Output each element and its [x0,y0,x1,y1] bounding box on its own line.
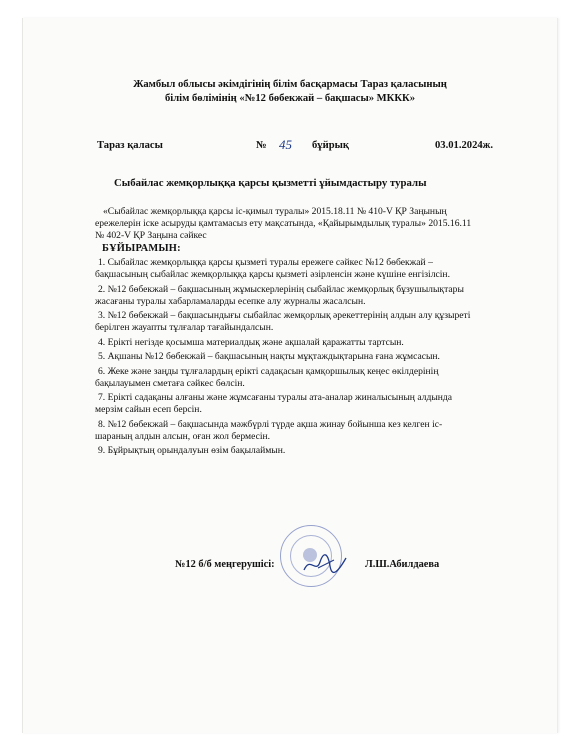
signature-row [0,559,580,579]
order-item: 6. Жеке және заңды тұлғалардың ерікті садақасын қамқоршылық кеңес өкілдерінің бақылауымен сметаға сәйкес бөлсін. [95,365,439,389]
order-item: 5. Ақшаны №12 бөбекжай – бақшасының нақты мұқтаждықтарына ғана жұмсасын. [98,351,440,362]
order-heading: БҰЙЫРАМЫН: [102,243,181,254]
order-item: 8. №12 бөбекжай – бақшасында мәжбүрлі түрде ақша жинау бойынша кез келген іс-шараның алдын алсын, оған жол бермесін. [95,418,443,442]
document-date: 03.01.2024ж. [435,140,494,151]
org-header-line-1: Жамбыл облысы әкімдігінің білім басқармасы Тараз қаласының [133,79,447,90]
signatory-name: Л.Ш.Абилдаева [365,559,440,570]
document-meta-row [0,137,580,156]
order-item: 2. №12 бөбекжай – бақшасының жұмыскерлерінің сыбайлас жемқорлық бұзушылықтары жасағаны туралы хабарламаларды есепке алу журналы жасалсын. [95,283,464,307]
preamble-text: «Сыбайлас жемқорлыққа қарсы іс-қимыл туралы» 2015.18.11 № 410-V ҚР Заңының ережелерін іске асыруды қамтамасыз ету мақсатында, «Қайырымдылық туралы» 2015.16.11 № 402-V ҚР Заңына сәйкес [95,206,472,241]
signatory-title: №12 б/б меңгерушісі: [175,559,275,570]
order-item: 1. Сыбайлас жемқорлыққа қарсы қызметі туралы ережеге сәйкес №12 бөбекжай – бақшасының сыбайлас жемқорлыққа қарсы қызметі әзірленсін және күшіне енгізілсін. [95,257,450,280]
order-item: 3. №12 бөбекжай – бақшасындығы сыбайлас жемқорлық әрекеттерінің алдын алу құзыреті берілген жауапты тұлғалар тағайындалсын. [95,310,471,333]
order-number-handwritten: 45 [279,137,292,152]
number-sign: № [256,140,267,151]
order-item: 4. Ерікті негізде қосымша материалдық және ақшалай қаражатты тартсын. [98,336,404,348]
order-item: 7. Ерікті садақаны алғаны және жұмсағаны туралы ата-аналар жиналысының алдында мерзім сайын есеп берсін. [95,392,453,415]
org-header-line-2: білім бөлімінің «№12 бөбекжай – бақшасы» МККК» [164,93,416,104]
document-title: Сыбайлас жемқорлыққа қарсы қызметті ұйымдастыру туралы [114,177,427,189]
document-type: бұйрық [312,140,349,151]
order-item: 9. Бұйрықтың орындалуын өзім бақылаймын. [98,445,286,456]
city-name: Тараз қаласы [97,140,163,151]
order-items-list [95,257,478,460]
